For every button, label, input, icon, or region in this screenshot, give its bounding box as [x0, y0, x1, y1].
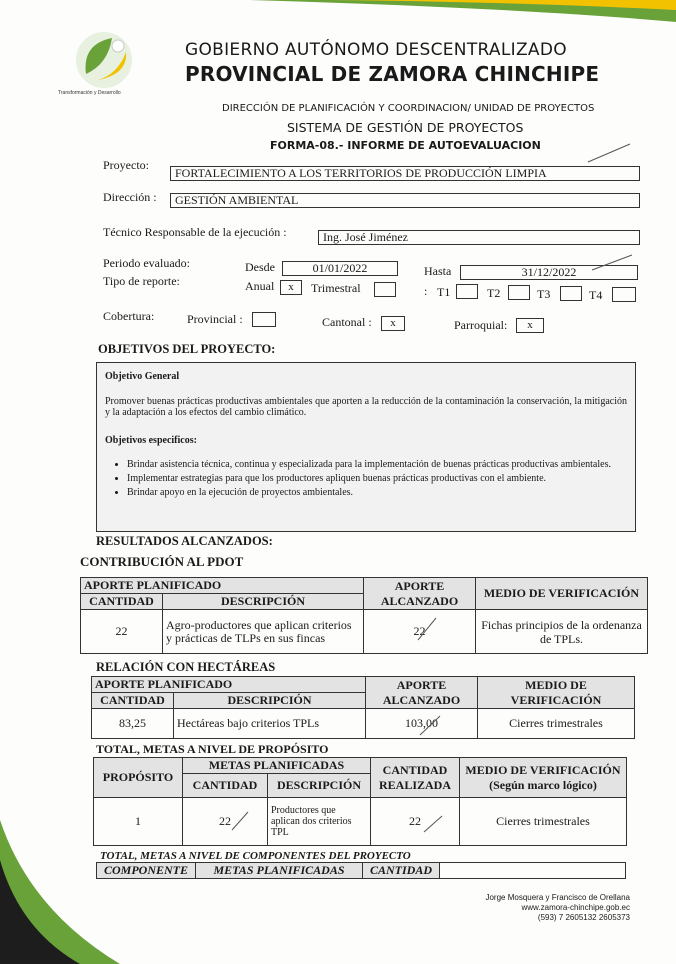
cobertura-label: Cobertura: — [103, 309, 155, 323]
proposito-title: TOTAL, METAS A NIVEL DE PROPÓSITO — [96, 742, 329, 756]
periodo-label: Periodo evaluado: — [103, 256, 190, 270]
anual-checkbox[interactable]: x — [280, 280, 302, 295]
medio-verificacion-header: MEDIO DE VERIFICACIÓN — [476, 578, 648, 610]
hasta-label: Hasta — [424, 264, 452, 278]
row-cantidad: 83,25 — [92, 709, 174, 739]
cantidad-realizada-header: CANTIDAD REALIZADA — [371, 758, 460, 798]
objetivos-especificos-label: Objetivos especificos: — [105, 435, 197, 446]
medio-verificacion-header: MEDIO DE VERIFICACIÓN — [478, 677, 635, 709]
cantidad-header: CANTIDAD — [183, 774, 268, 798]
row-medio: Cierres trimestrales — [460, 798, 627, 846]
proposito-header: PROPÓSITO — [94, 758, 183, 798]
row-descripcion: Hectáreas bajo criterios TPLs — [174, 709, 366, 739]
aporte-planificado-header: APORTE PLANIFICADO — [81, 578, 364, 594]
provincial-checkbox[interactable] — [252, 312, 276, 327]
descripcion-header: DESCRIPCIÓN — [174, 693, 366, 709]
contribucion-title: CONTRIBUCIÓN AL PDOT — [80, 554, 244, 569]
objetivo-general-label: Objetivo General — [105, 371, 180, 382]
proyecto-field[interactable]: FORTALECIMIENTO A LOS TERRITORIOS DE PRODUCCIÓN LIMPIA — [170, 166, 640, 181]
aporte-alcanzado-header: APORTE ALCANZADO — [366, 677, 478, 709]
row-alcanzado: 103,00 — [366, 709, 478, 739]
descripcion-header: DESCRIPCIÓN — [163, 594, 364, 610]
row-cantidad: 22 — [81, 610, 163, 654]
gad-logo-icon — [68, 24, 140, 96]
objetivo-especifico-item: • Brindar asistencia técnica, continua y especializada para la implementación de buenas prácticas productivas ambientales. — [127, 459, 637, 470]
tecnico-label: Técnico Responsable de la ejecución : — [103, 225, 287, 239]
aporte-planificado-header: APORTE PLANIFICADO — [92, 677, 366, 693]
componente-header: COMPONENTE — [97, 863, 196, 879]
resultados-title: RESULTADOS ALCANZADOS: — [96, 534, 273, 548]
t2-label: T2 — [487, 286, 501, 300]
desde-label: Desde — [245, 260, 275, 274]
t4-label: T4 — [589, 288, 603, 302]
footer-address: Jorge Mosquera y Francisco de Orellana — [485, 893, 630, 902]
header-line-2: PROVINCIAL DE ZAMORA CHINCHIPE — [185, 62, 600, 86]
cantidad-header: CANTIDAD — [92, 693, 174, 709]
tecnico-field[interactable]: Ing. José Jiménez — [318, 230, 640, 245]
footer-contact — [485, 893, 630, 923]
t1-label: T1 — [437, 285, 451, 299]
cantidad-header: CANTIDAD — [81, 594, 163, 610]
footer-website: www.zamora-chinchipe.gob.ec — [521, 903, 630, 912]
header-line-1: GOBIERNO AUTÓNOMO DESCENTRALIZADO — [185, 40, 567, 60]
proposito-table — [93, 757, 627, 846]
trimestre-colon: : — [424, 284, 428, 298]
provincial-label: Provincial : — [187, 312, 243, 326]
row-proposito: 1 — [94, 798, 183, 846]
t2-checkbox[interactable] — [508, 285, 530, 300]
metas-planificadas-header: METAS PLANIFICADAS — [196, 863, 363, 879]
row-descripcion: Productores que aplican dos criterios TPL — [268, 798, 371, 846]
t4-checkbox[interactable] — [612, 287, 636, 302]
cantonal-checkbox[interactable]: x — [381, 316, 405, 331]
hectareas-table — [91, 676, 635, 739]
componentes-table — [96, 862, 626, 879]
contribucion-table — [80, 577, 648, 654]
row-realizada: 22 — [371, 798, 460, 846]
objetivo-especifico-item: • Implementar estrategias para que los productores apliquen buenas prácticas productivas con el ambiente. — [127, 473, 637, 484]
cantidad-header: CANTIDAD — [363, 863, 440, 879]
row-alcanzado: 22 — [364, 610, 476, 654]
parroquial-label: Parroquial: — [454, 318, 508, 332]
hectareas-title: RELACIÓN CON HECTÁREAS — [96, 660, 276, 674]
objetivo-especifico-item: • Brindar apoyo en la ejecución de proyectos ambientales. — [127, 487, 637, 498]
row-cantidad: 22 — [183, 798, 268, 846]
proyecto-label: Proyecto: — [103, 158, 149, 172]
form-title: FORMA-08.- INFORME DE AUTOEVALUACION — [270, 139, 541, 152]
componentes-title: TOTAL, METAS A NIVEL DE COMPONENTES DEL PROYECTO — [100, 850, 411, 862]
t1-checkbox[interactable] — [456, 284, 478, 299]
header-system: SISTEMA DE GESTIÓN DE PROYECTOS — [287, 120, 524, 135]
row-medio: Fichas principios de la ordenanza de TPLs. — [476, 610, 648, 654]
direccion-label: Dirección : — [103, 190, 157, 204]
parroquial-checkbox[interactable]: x — [516, 318, 544, 333]
trimestral-checkbox[interactable] — [374, 282, 396, 297]
header-direction: DIRECCIÓN DE PLANIFICACIÓN Y COORDINACION/ UNIDAD DE PROYECTOS — [222, 103, 595, 114]
logo-caption: Transformación y Desarrollo — [58, 90, 121, 96]
row-descripcion: Agro-productores que aplican criterios y prácticas de TLPs en sus fincas — [163, 610, 364, 654]
desde-field[interactable]: 01/01/2022 — [282, 261, 398, 276]
direccion-field[interactable]: GESTIÓN AMBIENTAL — [170, 193, 640, 208]
medio-verificacion-header: MEDIO DE VERIFICACIÓN (Según marco lógico) — [460, 758, 627, 798]
aporte-alcanzado-header: APORTE ALCANZADO — [364, 578, 476, 610]
footer-phone: (593) 7 2605132 2605373 — [537, 913, 630, 922]
objetivos-title: OBJETIVOS DEL PROYECTO: — [98, 342, 276, 356]
t3-checkbox[interactable] — [560, 286, 582, 301]
t3-label: T3 — [537, 287, 551, 301]
trimestral-label: Trimestral — [311, 281, 361, 295]
metas-planificadas-header: METAS PLANIFICADAS — [183, 758, 371, 774]
objetivos-box — [96, 362, 636, 532]
anual-label: Anual — [245, 279, 275, 293]
hasta-field[interactable]: 31/12/2022 — [460, 265, 638, 280]
objetivo-general-text: Promover buenas prácticas productivas ambientales que aporten a la reducción de la contaminación la conservación, la mitigación y la adaptación a los efectos del cambio climático. — [105, 396, 627, 418]
objetivos-especificos-list — [113, 459, 637, 501]
cantonal-label: Cantonal : — [322, 315, 372, 329]
empty-header-cell — [440, 863, 626, 879]
tipo-reporte-label: Tipo de reporte: — [103, 274, 180, 288]
descripcion-header: DESCRIPCIÓN — [268, 774, 371, 798]
row-medio: Cierres trimestrales — [478, 709, 635, 739]
